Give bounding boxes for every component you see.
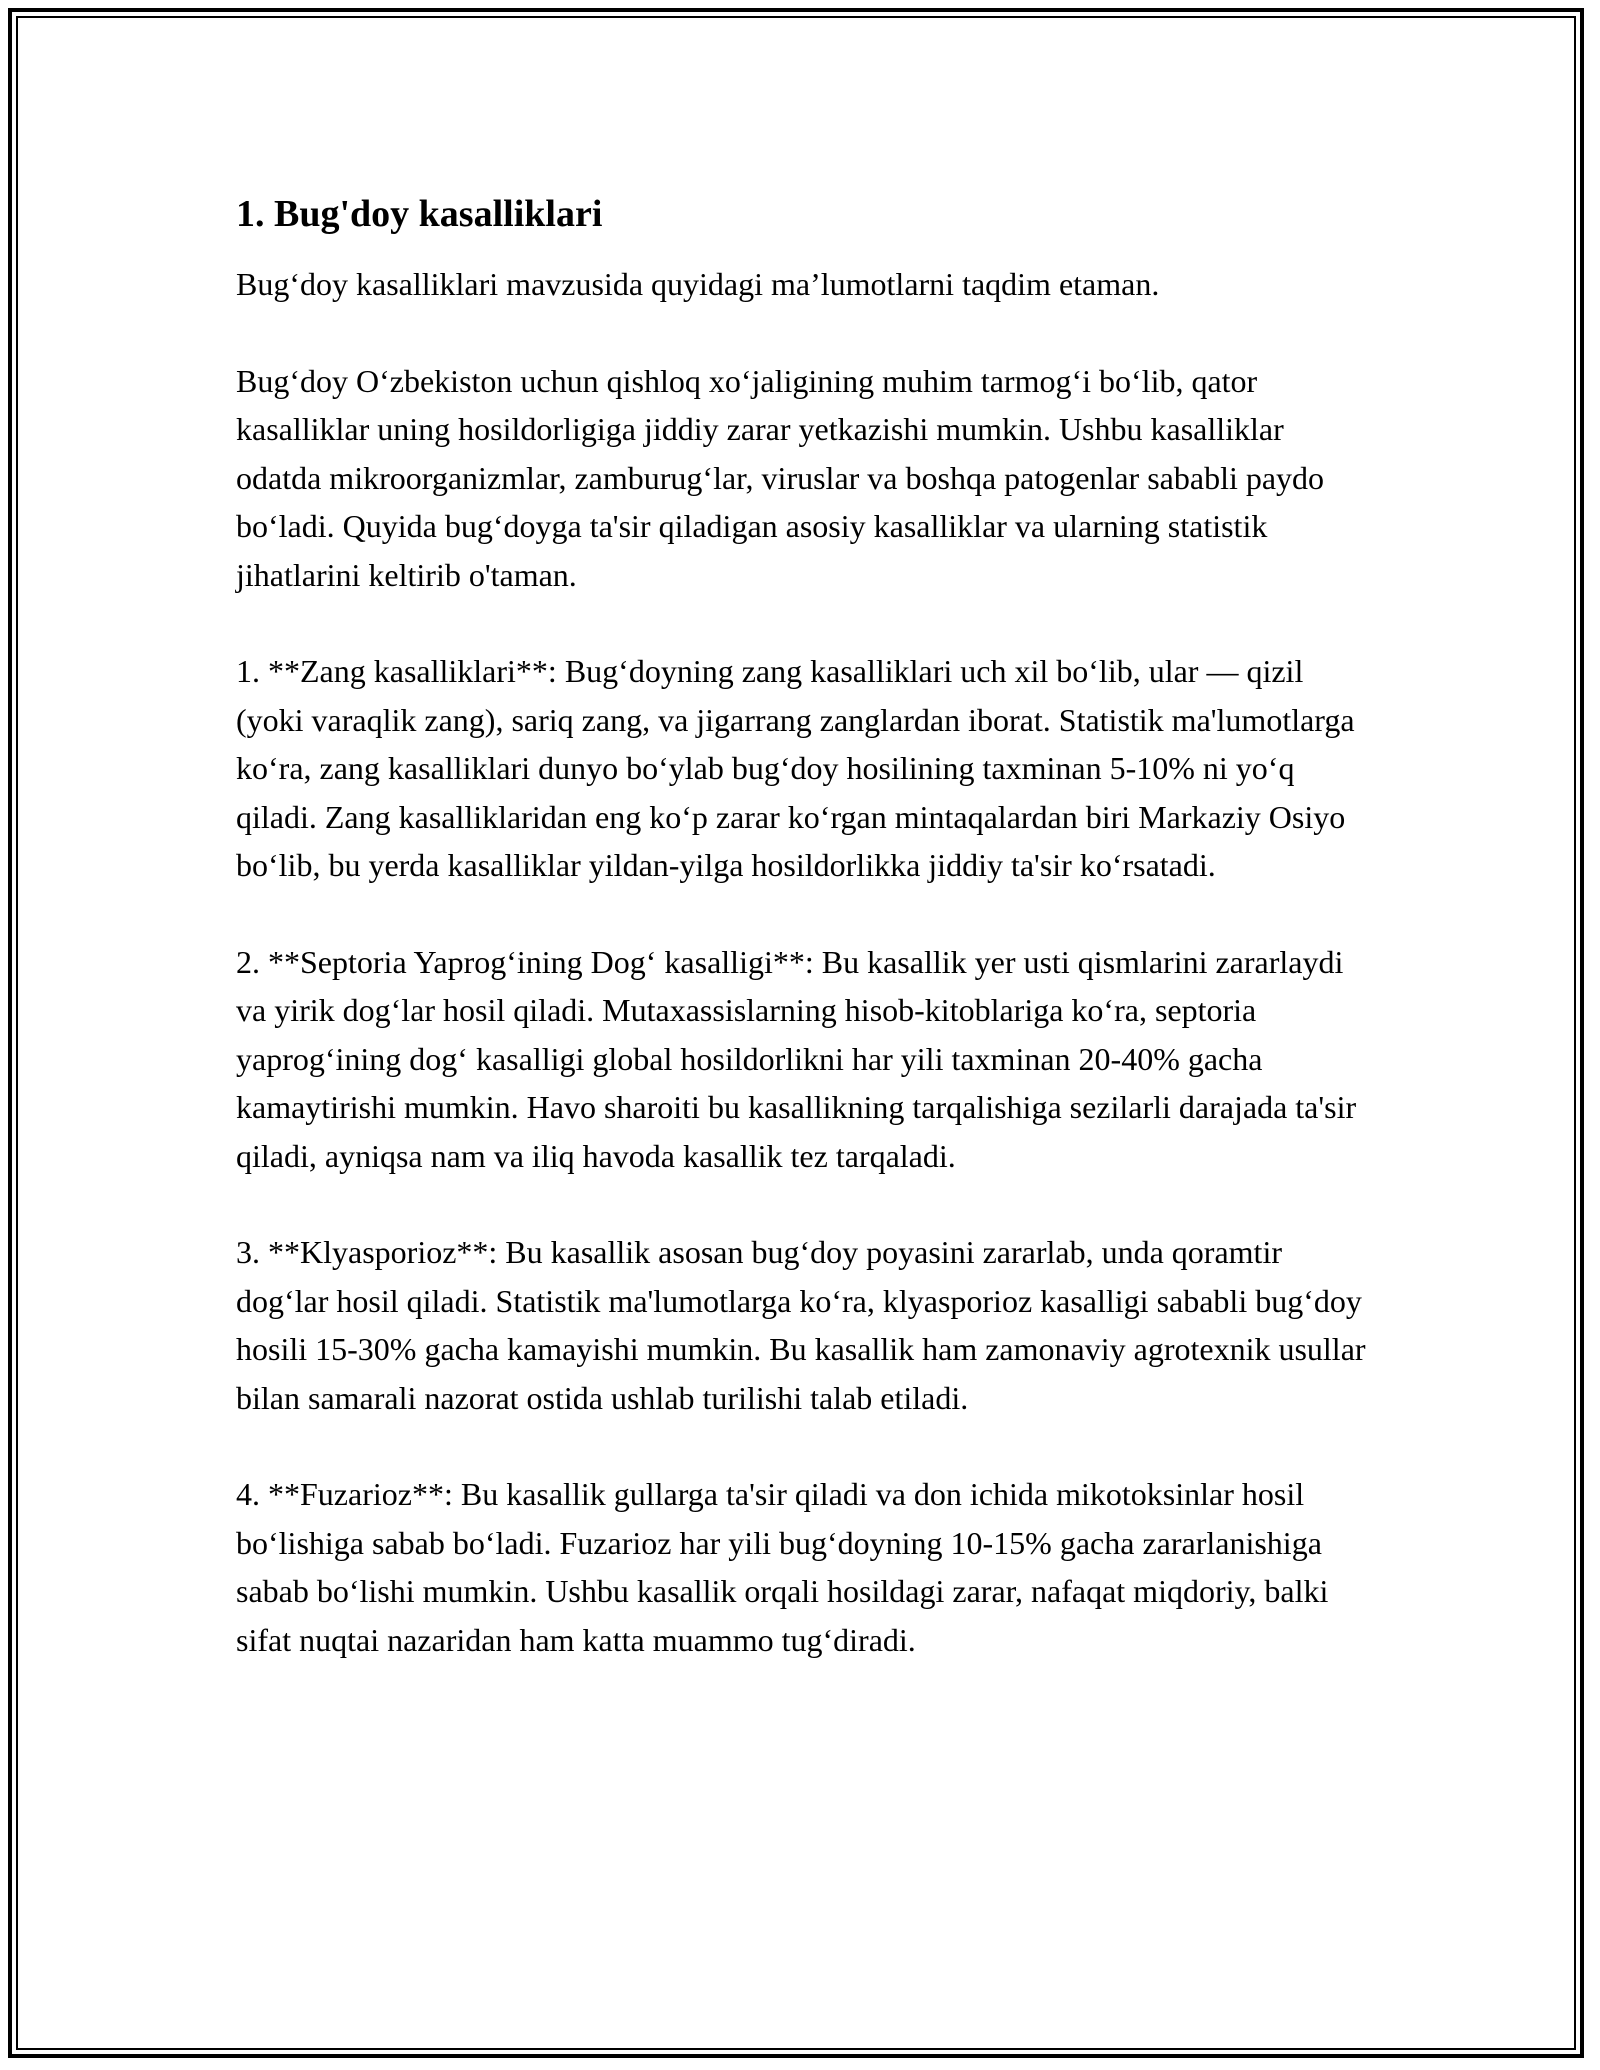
septoria-paragraph: 2. **Septoria Yaprog‘ining Dog‘ kasalligi**: Bu kasallik yer usti qismlarini zararlaydi va yirik dog‘lar hosil qiladi. Mutaxassislarning hisob-kitoblariga ko‘ra, septoria yaprog‘ining dog‘ kasalligi global hosildorlikni har yili taxminan 20-40% gacha kamaytirishi mumkin. Havo sharoiti bu kasallikning tarqalishiga sezilarli darajada ta'sir qiladi, ayniqsa nam va iliq havoda kasallik tez tarqaladi. xyxy=(236,943,1357,1174)
rust-diseases-paragraph: 1. **Zang kasalliklari**: Bug‘doyning zang kasalliklari uch xil bo‘lib, ular — qizil (yoki varaqlik zang), sariq zang, va jigarrang zanglardan iborat. Statistik ma'lumotlarga ko‘ra, zang kasalliklari dunyo bo‘ylab bug‘doy hosilining taxminan 5-10% ni yo‘q qiladi. Zang kasalliklaridan eng ko‘p zarar ko‘rgan mintaqalardan biri Markaziy Osiyo bo‘lib, bu yerda kasalliklar yildan-yilga hosildorlikka jiddiy ta'sir ko‘rsatadi. xyxy=(236,653,1355,883)
document-body xyxy=(236,188,1376,1712)
cladosporiosis-paragraph: 3. **Klyasporioz**: Bu kasallik asosan bug‘doy poyasini zararlab, unda qoramtir dog‘lar hosil qiladi. Statistik ma'lumotlarga ko‘ra, klyasporioz kasalligi sababli bug‘doy hosili 15-30% gacha kamayishi mumkin. Bu kasallik ham zamonaviy agrotexnik usullar bilan samarali nazorat ostida ushlab turilishi talab etiladi. xyxy=(236,1234,1366,1416)
fusarium-paragraph: 4. **Fuzarioz**: Bu kasallik gullarga ta'sir qiladi va don ichida mikotoksinlar hosil bo‘lishiga sabab bo‘ladi. Fuzarioz har yili bug‘doyning 10-15% gacha zararlanishiga sabab bo‘lishi mumkin. Ushbu kasallik orqali hosildagi zarar, nafaqat miqdoriy, balki sifat nuqtai nazaridan ham katta muammo tug‘diradi. xyxy=(236,1476,1329,1658)
intro-paragraph: Bug‘doy kasalliklari mavzusida quyidagi ma’lumotlarni taqdim etaman. xyxy=(236,266,1160,302)
document-title: 1. Bug'doy kasalliklari xyxy=(236,193,603,235)
overview-paragraph: Bug‘doy O‘zbekiston uchun qishloq xo‘jaligining muhim tarmog‘i bo‘lib, qator kasalliklar uning hosildorligiga jiddiy zarar yetkazishi mumkin. Ushbu kasalliklar odatda mikroorganizmlar, zamburug‘lar, viruslar va boshqa patogenlar sababli paydo bo‘ladi. Quyida bug‘doyga ta'sir qiladigan asosiy kasalliklar va ularning statistik jihatlarini keltirib o'taman. xyxy=(236,362,1325,593)
